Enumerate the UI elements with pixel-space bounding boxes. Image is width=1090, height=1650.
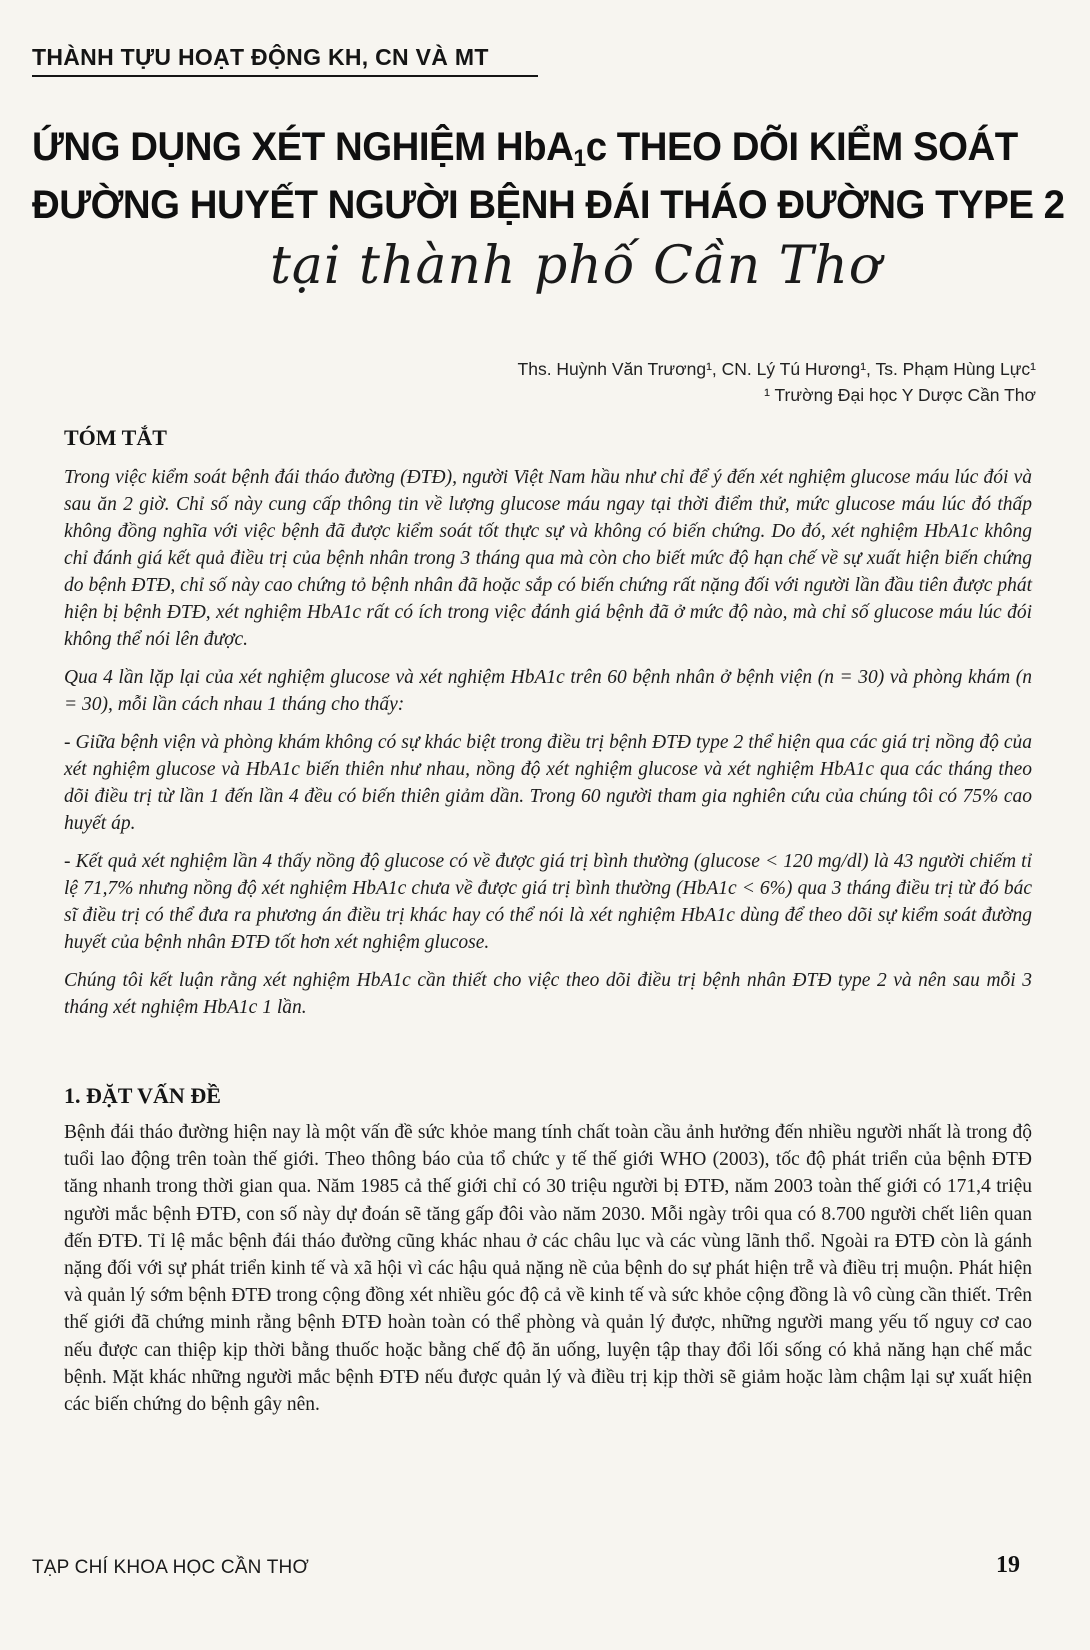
affiliation: ¹ Trường Đại học Y Dược Cần Thơ: [764, 385, 1036, 405]
journal-name: TẠP CHÍ KHOA HỌC CẦN THƠ: [32, 1557, 309, 1578]
body-paragraph: Bệnh đái tháo đường hiện nay là một vấn đề sức khỏe mang tính chất toàn cầu ảnh hưởng đến nhiều người nhất là trong độ tuổi lao động trên toàn thế giới. Theo thông báo của tổ chức y tế thế giới WHO (2003), tốc độ phát triển của bệnh ĐTĐ tăng nhanh trong thời gian qua. Năm 1985 cả thế giới chỉ có 30 triệu người bị ĐTĐ, năm 2003 toàn thế giới có 171,4 triệu người mắc bệnh ĐTĐ, con số này dự đoán sẽ tăng gấp đôi vào năm 2030. Mỗi ngày trôi qua có 8.700 người chết liên quan đến ĐTĐ. Tỉ lệ mắc bệnh đái tháo đường cũng khác nhau ở các châu lục và các vùng lãnh thổ. Ngoài ra ĐTĐ còn là gánh nặng đối với sự phát triển kinh tế và xã hội vì các hậu quả nặng nề của bệnh do sự phát hiện trễ và điều trị muộn. Phát hiện và quản lý sớm bệnh ĐTĐ trong cộng đồng xét nhiều góc độ cả về kinh tế và sức khỏe cộng đồng là vô cùng cần thiết. Trên thế giới đã chứng minh rằng bệnh ĐTĐ hoàn toàn có thể phòng và quản lý được, những người mang yếu tố nguy cơ cao nếu được can thiệp kịp thời bằng thuốc hoặc bằng chế độ ăn uống, luyện tập thay đổi lối sống có khả năng hạn chế mắc bệnh. Mặt khác những người mắc bệnh ĐTĐ nếu được quản lý và điều trị kịp thời sẽ giảm hoặc làm chậm lại sự xuất hiện các biến chứng do bệnh gây nên.: [64, 1122, 1032, 1416]
section-heading: 1. ĐẶT VẤN ĐỀ: [64, 1083, 221, 1108]
title-line-2: ĐƯỜNG HUYẾT NGƯỜI BỆNH ĐÁI THÁO ĐƯỜNG TYPE 2: [32, 183, 1065, 227]
abstract-paragraph: Trong việc kiểm soát bệnh đái tháo đường (ĐTĐ), người Việt Nam hầu như chỉ để ý đến xét nghiệm glucose máu lúc đói và sau ăn 2 giờ. Chỉ số này cung cấp thông tin về lượng glucose máu ngay tại thời điểm thử, mức glucose máu lúc đó thấp không đồng nghĩa với việc bệnh đã được kiểm soát tốt thực sự và không có biến chứng. Do đó, xét nghiệm HbA1c không chỉ đánh giá kết quả điều trị của bệnh nhân trong 3 tháng qua mà còn cho biết mức độ hạn chế về sự xuất hiện biến chứng do bệnh ĐTĐ, chỉ số này cao chứng tỏ bệnh nhân đã hoặc sắp có biến chứng rất nặng đối với người lần đầu tiên được phát hiện bị bệnh ĐTĐ, xét nghiệm HbA1c rất có ích trong việc đánh giá bệnh đã ở mức độ nào, mà chỉ số glucose máu lúc đói không thể nói lên được.: [64, 467, 1032, 650]
page-number: 19: [996, 1552, 1020, 1578]
author-block: [518, 356, 1036, 408]
section-header: THÀNH TỰU HOẠT ĐỘNG KH, CN VÀ MT: [32, 44, 538, 77]
abstract-paragraph: - Giữa bệnh viện và phòng khám không có sự khác biệt trong điều trị bệnh ĐTĐ type 2 thể hiện qua các giá trị nồng độ của xét nghiệm glucose và HbA1c biến thiên như nhau, nồng độ xét nghiệm glucose và xét nghiệm HbA1c qua các tháng theo dõi điều trị từ lần 1 đến lần 4 đều có biến thiên giảm dần. Trong 60 người tham gia nghiên cứu của chúng tôi có 75% cao huyết áp.: [64, 732, 1032, 834]
article-subtitle: tại thành phố Cần Thơ: [270, 236, 882, 296]
article-title: [32, 118, 1065, 234]
summary-heading: TÓM TẮT: [64, 425, 167, 450]
abstract-paragraph: Qua 4 lần lặp lại của xét nghiệm glucose và xét nghiệm HbA1c trên 60 bệnh nhân ở bệnh viện (n = 30) và phòng khám (n = 30), mỗi lần cách nhau 1 tháng cho thấy:: [64, 667, 1032, 715]
body-text: [64, 1119, 1032, 1418]
title-line-1: ỨNG DỤNG XÉT NGHIỆM HbA$_1$c THEO DÕI KIỂM SOÁT: [32, 125, 1018, 172]
abstract-paragraph: - Kết quả xét nghiệm lần 4 thấy nồng độ glucose có về được giá trị bình thường (glucose < 120 mg/dl) là 43 người chiếm tỉ lệ 71,7% nhưng nồng độ xét nghiệm HbA1c chưa về được giá trị bình thường (HbA1c < 6%) qua 3 tháng điều trị từ đó bác sĩ điều trị có thể đưa ra phương án điều trị khác hay có thể nói là xét nghiệm HbA1c dùng để theo dõi sự kiểm soát đường huyết của bệnh nhân ĐTĐ tốt hơn xét nghiệm glucose.: [64, 851, 1032, 953]
abstract: [64, 464, 1032, 1032]
abstract-paragraph: Chúng tôi kết luận rằng xét nghiệm HbA1c cần thiết cho việc theo dõi điều trị bệnh nhân ĐTĐ type 2 và nên sau mỗi 3 tháng xét nghiệm HbA1c 1 lần.: [64, 970, 1032, 1018]
author-list: Ths. Huỳnh Văn Trương¹, CN. Lý Tú Hương¹, Ts. Phạm Hùng Lực¹: [517, 359, 1036, 379]
